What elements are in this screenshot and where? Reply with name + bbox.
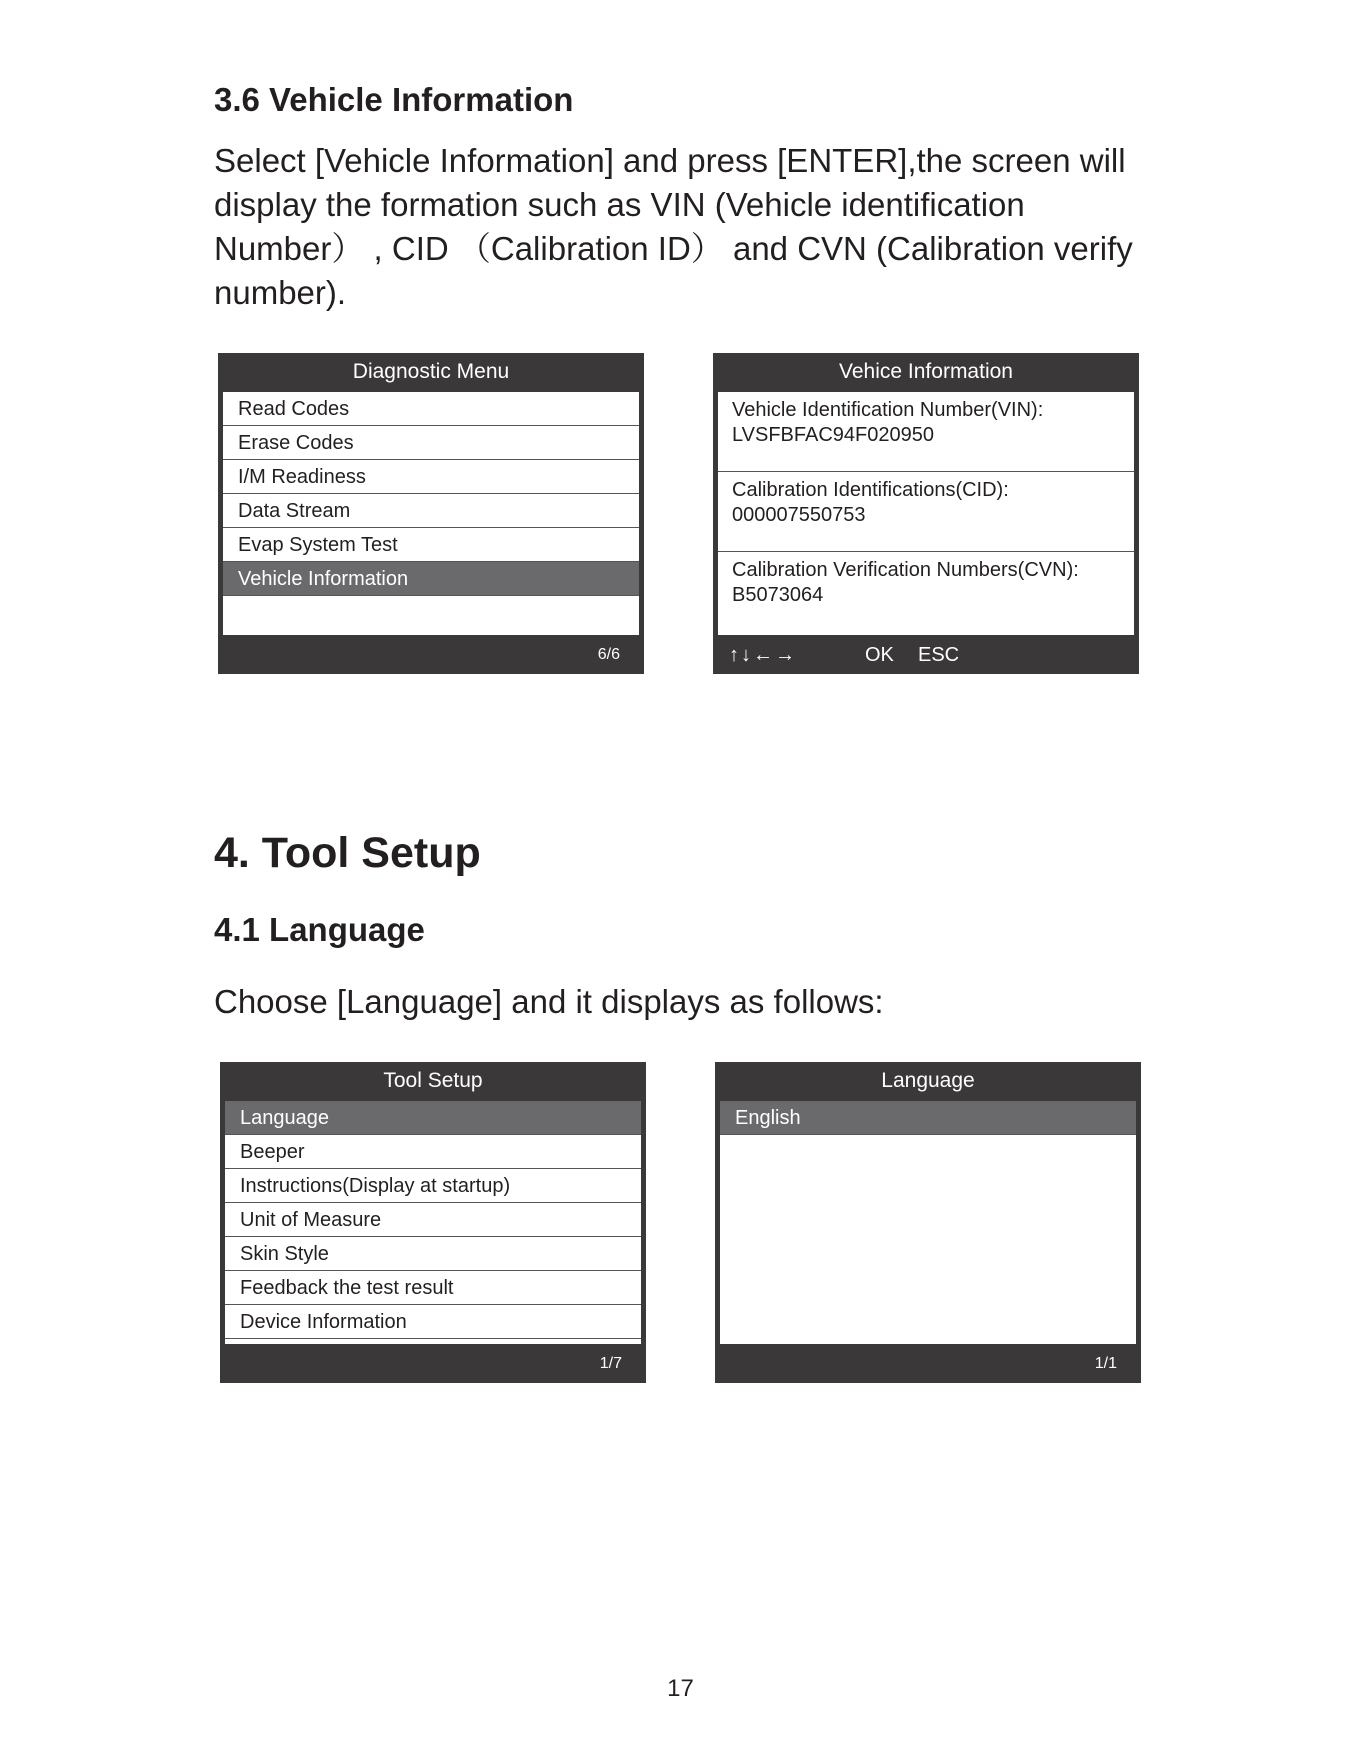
section-3-6-paragraph: [214, 139, 1174, 315]
menu-item-read-codes[interactable]: Read Codes: [223, 392, 639, 426]
menu-item-im-readiness[interactable]: I/M Readiness: [223, 460, 639, 494]
screen-footer: [220, 1345, 646, 1383]
paragraph-line: number).: [214, 274, 347, 311]
paragraph-line: Select [Vehicle Information] and press [ENTER],the screen will: [214, 142, 1126, 179]
arrow-left-icon[interactable]: ←: [753, 644, 775, 666]
ok-button[interactable]: OK: [865, 644, 894, 666]
screen-title: Language: [881, 1069, 975, 1092]
menu-item-erase-codes[interactable]: Erase Codes: [223, 426, 639, 460]
menu-list: [224, 1100, 642, 1345]
arrow-right-icon[interactable]: →: [775, 644, 797, 666]
nav-arrows: [729, 636, 797, 674]
menu-item-instructions[interactable]: Instructions(Display at startup): [225, 1169, 641, 1203]
screen-title: Tool Setup: [383, 1069, 483, 1092]
menu-item-device-information[interactable]: Device Information: [225, 1305, 641, 1339]
screen-title: Diagnostic Menu: [352, 360, 510, 383]
screen-footer: [715, 1345, 1141, 1383]
section-heading-3-6: 3.6 Vehicle Information: [214, 81, 574, 118]
menu-item-feedback[interactable]: Feedback the test result: [225, 1271, 641, 1305]
cvn-label: Calibration Verification Numbers(CVN):: [732, 559, 1079, 581]
vin-label: Vehicle Identification Number(VIN):: [732, 399, 1044, 421]
language-list: [719, 1100, 1137, 1345]
tool-setup-screen: [220, 1062, 646, 1383]
section-heading-4-1: 4.1 Language: [214, 911, 425, 948]
diagnostic-menu-screen: [218, 353, 644, 674]
page-indicator: 1/1: [1094, 1355, 1117, 1372]
arrow-down-icon[interactable]: ↓: [741, 644, 753, 666]
cvn-value: B5073064: [732, 584, 824, 606]
chapter-heading-4: 4. Tool Setup: [214, 829, 481, 877]
screen-footer: [713, 636, 1139, 674]
menu-item-evap-system-test[interactable]: Evap System Test: [223, 528, 639, 562]
vin-value: LVSFBFAC94F020950: [732, 424, 934, 446]
paragraph-line: Number） , CID （Calibration ID） and CVN (Calibration verify: [214, 230, 1133, 267]
menu-item-beeper[interactable]: Beeper: [225, 1135, 641, 1169]
arrow-up-icon[interactable]: ↑: [729, 644, 741, 666]
menu-item-vehicle-information[interactable]: Vehicle Information: [223, 562, 639, 596]
page-indicator: 1/7: [599, 1355, 622, 1372]
cid-value: 000007550753: [732, 504, 866, 526]
screen-title: Vehice Information: [839, 360, 1013, 383]
paragraph-line: display the formation such as VIN (Vehicle identification: [214, 186, 1025, 223]
screen-footer: [218, 636, 644, 674]
menu-item-unit-of-measure[interactable]: Unit of Measure: [225, 1203, 641, 1237]
page-number: 17: [667, 1675, 694, 1702]
cid-block: [718, 472, 1134, 552]
page-indicator: 6/6: [597, 646, 620, 663]
vin-block: [718, 392, 1134, 472]
language-screen: [715, 1062, 1141, 1383]
cvn-block: [718, 552, 1134, 632]
vehicle-information-screen: [713, 353, 1139, 674]
section-4-1-paragraph: Choose [Language] and it displays as follows:: [214, 983, 884, 1020]
menu-item-data-stream[interactable]: Data Stream: [223, 494, 639, 528]
menu-list: [222, 391, 640, 636]
esc-button[interactable]: ESC: [918, 644, 960, 666]
language-item-english[interactable]: English: [720, 1101, 1136, 1135]
cid-label: Calibration Identifications(CID):: [732, 479, 1009, 501]
menu-item-skin-style[interactable]: Skin Style: [225, 1237, 641, 1271]
menu-item-language[interactable]: Language: [225, 1101, 641, 1135]
info-panel: [717, 391, 1135, 636]
